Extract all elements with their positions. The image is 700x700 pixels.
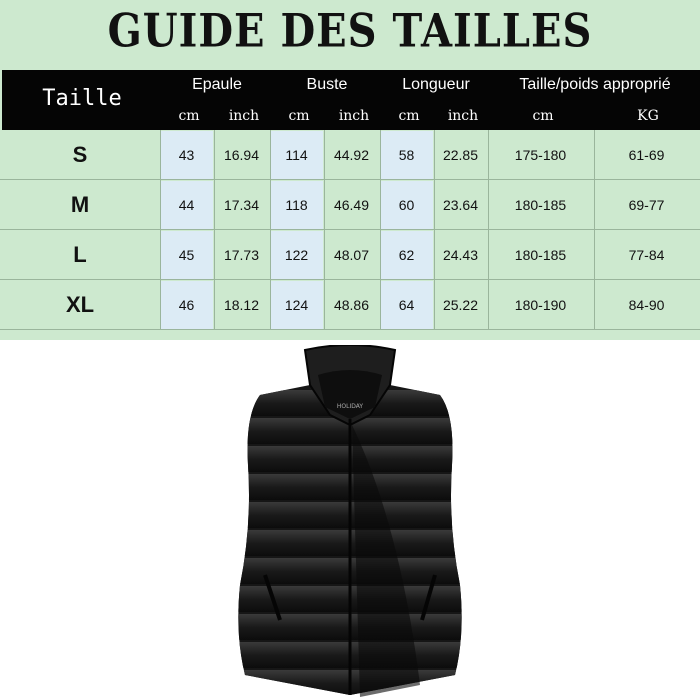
chart-title: GUIDE DES TAILLES (107, 4, 593, 59)
table-cell: 45 (160, 231, 213, 279)
table-cell: 180-190 (514, 297, 567, 313)
table-cell: 48.07 (333, 247, 370, 263)
table-cell: 124 (270, 281, 323, 329)
header-unit: cm (178, 108, 200, 124)
table-cell: 69-77 (628, 197, 665, 213)
size-label: M (70, 192, 90, 217)
table-cell: 84-90 (628, 297, 665, 313)
table-cell: 118 (270, 181, 323, 229)
table-header (2, 70, 700, 130)
table-cell: 114 (270, 131, 323, 179)
column-divider (434, 130, 435, 330)
column-divider (324, 130, 325, 330)
table-cell: 43 (160, 131, 213, 179)
header-group-taille-poids: Taille/poids approprié (519, 76, 671, 93)
vest-brand-label: HOLIDAY (336, 403, 364, 410)
header-unit: KG (637, 108, 659, 124)
vest-product-image (210, 345, 490, 700)
table-cell: 25.22 (442, 297, 479, 313)
table-cell: 16.94 (223, 147, 260, 163)
table-cell: 17.73 (223, 247, 260, 263)
size-label: S (72, 142, 88, 167)
header-unit: inch (447, 108, 479, 124)
header-unit: cm (398, 108, 420, 124)
table-cell: 46 (160, 281, 213, 329)
table-cell: 44 (160, 181, 213, 229)
size-chart (0, 0, 700, 340)
table-cell: 61-69 (628, 147, 665, 163)
table-cell: 24.43 (442, 247, 479, 263)
table-cell: 44.92 (333, 147, 370, 163)
table-cell: 122 (270, 231, 323, 279)
table-cell: 180-185 (514, 197, 567, 213)
table-cell: 17.34 (223, 197, 260, 213)
table-cell: 175-180 (514, 147, 567, 163)
table-cell: 180-185 (514, 247, 567, 263)
size-label: XL (65, 292, 95, 317)
table-cell: 60 (380, 181, 433, 229)
header-unit: cm (288, 108, 310, 124)
header-unit: cm (532, 108, 554, 124)
column-divider (488, 130, 489, 330)
table-cell: 46.49 (333, 197, 370, 213)
row-divider (0, 329, 700, 330)
column-divider (270, 130, 271, 330)
header-group-epaule: Epaule (192, 76, 242, 93)
table-cell: 48.86 (333, 297, 370, 313)
table-cell: 77-84 (628, 247, 665, 263)
table-cell: 23.64 (442, 197, 479, 213)
taille-header: Taille (42, 86, 122, 111)
table-cell: 58 (380, 131, 433, 179)
column-divider (160, 130, 161, 330)
header-unit: inch (338, 108, 370, 124)
column-divider (594, 130, 595, 330)
table-cell: 62 (380, 231, 433, 279)
header-group-buste: Buste (306, 76, 348, 93)
column-divider (214, 130, 215, 330)
header-group-longueur: Longueur (402, 76, 470, 93)
table-cell: 22.85 (442, 147, 479, 163)
table-cell: 18.12 (223, 297, 260, 313)
table-cell: 64 (380, 281, 433, 329)
header-unit: inch (228, 108, 260, 124)
size-label: L (73, 242, 87, 267)
column-divider (380, 130, 381, 330)
